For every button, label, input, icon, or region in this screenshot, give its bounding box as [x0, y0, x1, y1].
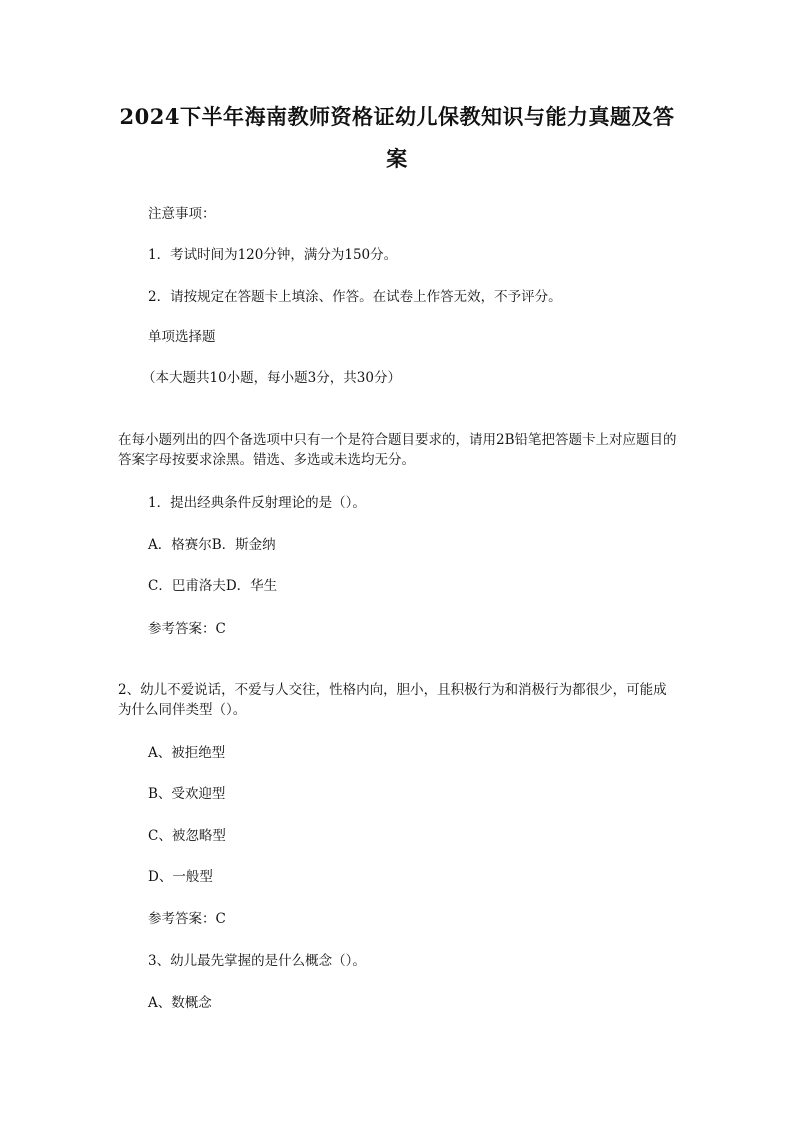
question-2-option-c: C、被忽略型	[148, 828, 226, 844]
section-name: 单项选择题	[148, 329, 216, 345]
notes-item-2: 2．请按规定在答题卡上填涂、作答。在试卷上作答无效，不予评分。	[148, 289, 562, 305]
question-3-option-a: A、数概念	[148, 995, 212, 1011]
question-2-option-a: A、被拒绝型	[148, 745, 226, 761]
notes-item-1: 1．考试时间为120分钟，满分为150分。	[148, 247, 398, 263]
question-2-stem: 2、幼儿不爱说话，不爱与人交往，性格内向，胆小，且积极行为和消极行为都很少，可能成为什么同伴类型（）。	[118, 682, 667, 718]
question-2-answer: 参考答案：C	[148, 911, 226, 927]
notes-heading: 注意事项：	[148, 206, 216, 222]
question-2-option-b: B、受欢迎型	[148, 786, 226, 802]
question-1-stem: 1．提出经典条件反射理论的是（）。	[148, 495, 366, 511]
section-instruction: 在每小题列出的四个备选项中只有一个是符合题目要求的，请用2B铅笔把答题卡上对应题目的答案字母按要求涂黑。错选、多选或未选均无分。	[118, 432, 677, 468]
question-2-option-d: D、一般型	[148, 869, 213, 885]
question-1-options-cd: C．巴甫洛夫D．华生	[148, 578, 278, 594]
document-title: 2024下半年海南教师资格证幼儿保教知识与能力真题及答案	[119, 104, 675, 171]
question-3-stem: 3、幼儿最先掌握的是什么概念（）。	[148, 953, 366, 969]
question-1-options-ab: A．格赛尔B．斯金纳	[148, 537, 276, 553]
section-info: （本大题共10小题，每小题3分，共30分）	[142, 370, 401, 386]
question-1-answer: 参考答案：C	[148, 621, 226, 637]
